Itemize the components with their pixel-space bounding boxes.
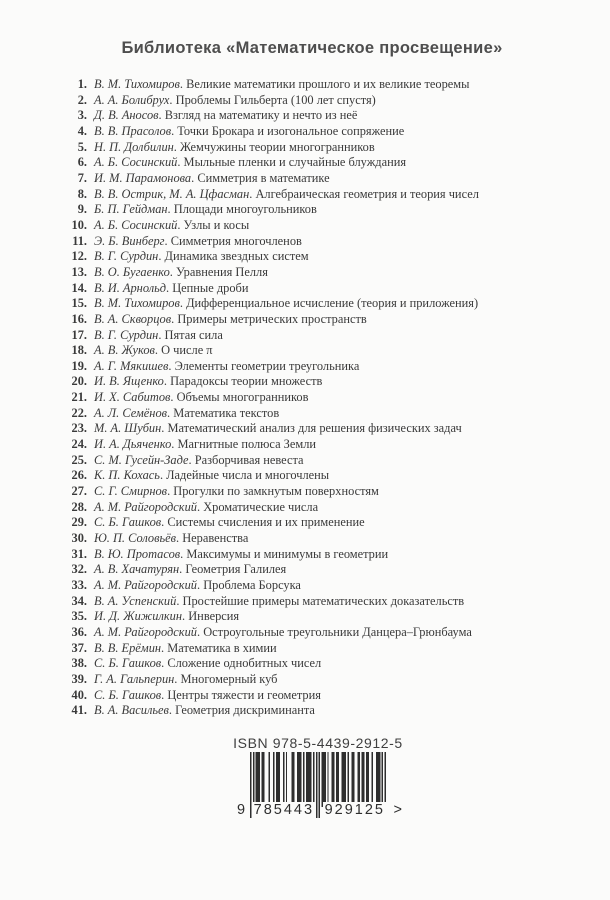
book-number: 15. bbox=[71, 296, 87, 311]
barcode-quiet-zone-indicator: > bbox=[393, 801, 402, 818]
book-number: 34. bbox=[71, 593, 87, 608]
book-author: И. Х. Сабитов bbox=[94, 390, 171, 405]
book-title: Площади многоугольников bbox=[173, 202, 317, 217]
separator: . bbox=[164, 233, 171, 248]
book-number: 13. bbox=[71, 264, 87, 279]
list-item bbox=[57, 641, 610, 657]
book-title: Жемчужины теории многогранников bbox=[180, 139, 375, 154]
book-number: 10. bbox=[71, 217, 87, 232]
separator: . bbox=[176, 531, 183, 546]
barcode-digits-left: 785443 bbox=[253, 801, 315, 818]
list-item bbox=[57, 124, 610, 140]
separator: . bbox=[158, 249, 165, 264]
book-number: 32. bbox=[71, 562, 87, 577]
book-author: А. В. Жуков bbox=[94, 343, 155, 358]
book-title: Великие математики прошлого и их великие теоремы bbox=[186, 77, 470, 91]
book-title: Сложение однобитных чисел bbox=[167, 656, 322, 671]
book-number: 37. bbox=[71, 640, 87, 655]
book-title: Максимумы и минимумы в геометрии bbox=[186, 546, 389, 561]
book-title: Цепные дроби bbox=[172, 280, 249, 295]
book-title: Инверсия bbox=[188, 609, 240, 624]
separator: . bbox=[161, 515, 168, 530]
separator: . bbox=[196, 499, 204, 514]
book-author: И. А. Дьяченко bbox=[94, 437, 172, 452]
book-title: Центры тяжести и геометрия bbox=[167, 687, 321, 702]
book-number: 19. bbox=[71, 358, 87, 373]
book-author: Д. В. Аносов bbox=[94, 108, 159, 123]
list-item bbox=[57, 312, 610, 328]
list-item bbox=[57, 531, 610, 547]
book-number: 20. bbox=[71, 374, 87, 389]
book-number: 9. bbox=[77, 202, 87, 217]
separator: . bbox=[171, 123, 178, 138]
list-item bbox=[57, 234, 610, 250]
separator: . bbox=[161, 640, 168, 655]
book-author: И. Д. Жижилкин bbox=[94, 609, 183, 624]
list-item bbox=[57, 328, 610, 344]
book-author: В. М. Тихомиров bbox=[94, 296, 180, 311]
list-item bbox=[57, 609, 610, 625]
book-title: Динамика звездных систем bbox=[164, 249, 309, 264]
list-item bbox=[57, 155, 610, 171]
separator: . bbox=[249, 186, 256, 201]
book-number: 35. bbox=[71, 609, 87, 624]
series-title: Библиотека «Математическое просвещение» bbox=[121, 39, 503, 57]
book-number: 31. bbox=[71, 546, 87, 561]
separator: . bbox=[161, 421, 168, 436]
separator: . bbox=[179, 562, 186, 577]
book-title: Хроматические числа bbox=[203, 499, 319, 514]
separator: . bbox=[167, 405, 174, 420]
list-item bbox=[57, 187, 610, 203]
separator: . bbox=[182, 609, 189, 624]
book-number: 22. bbox=[71, 405, 87, 420]
book-title: Взгляд на математику и нечто из неё bbox=[164, 108, 358, 123]
book-number: 41. bbox=[71, 703, 87, 718]
separator: . bbox=[179, 296, 187, 311]
book-number: 5. bbox=[77, 139, 87, 154]
list-item bbox=[57, 562, 610, 578]
list-item bbox=[57, 547, 610, 563]
book-number: 39. bbox=[71, 671, 87, 686]
separator: . bbox=[171, 437, 178, 452]
separator: . bbox=[159, 468, 167, 483]
list-item bbox=[57, 218, 610, 234]
barcode-digit-system: 9 bbox=[237, 801, 246, 818]
separator: . bbox=[173, 139, 180, 154]
separator: . bbox=[161, 656, 168, 671]
book-title: Неравенства bbox=[182, 531, 249, 546]
separator: . bbox=[161, 687, 168, 702]
list-item bbox=[57, 656, 610, 672]
book-author: В. Ю. Протасов bbox=[94, 546, 181, 561]
list-item bbox=[57, 77, 610, 93]
book-title: Точки Брокара и изогональное сопряжение bbox=[177, 123, 405, 138]
book-title: Прогулки по замкнутым поверхностям bbox=[173, 484, 379, 499]
book-author: Б. П. Гейдман bbox=[94, 202, 168, 217]
book-number: 36. bbox=[71, 624, 87, 639]
separator: . bbox=[169, 264, 176, 279]
book-title: Ладейные числа и многочлены bbox=[166, 468, 330, 483]
list-item bbox=[57, 374, 610, 390]
book-title: Математический анализ для решения физических задач bbox=[167, 421, 462, 436]
list-item bbox=[57, 140, 610, 156]
list-item bbox=[57, 296, 610, 312]
book-author: А. М. Райгородский bbox=[94, 578, 197, 592]
book-author: В. Г. Сурдин bbox=[94, 249, 159, 264]
book-author: В. А. Скворцов bbox=[94, 311, 172, 326]
book-author: А. Б. Сосинский bbox=[94, 217, 178, 232]
book-title: Магнитные полюса Земли bbox=[177, 437, 317, 452]
book-author: Ю. П. Соловьёв bbox=[94, 531, 177, 546]
list-item bbox=[57, 108, 610, 124]
book-number: 2. bbox=[77, 92, 87, 107]
separator: . bbox=[196, 578, 204, 592]
list-item bbox=[57, 672, 610, 688]
list-item bbox=[57, 249, 610, 265]
list-item bbox=[57, 281, 610, 297]
book-number: 40. bbox=[71, 687, 87, 702]
list-item bbox=[57, 578, 610, 594]
book-author: Э. Б. Винберг bbox=[94, 233, 165, 248]
book-author: В. Г. Сурдин bbox=[94, 327, 159, 342]
book-title: Элементы геометрии треугольника bbox=[174, 358, 360, 373]
separator: . bbox=[176, 593, 183, 608]
book-number: 33. bbox=[71, 578, 87, 592]
book-number: 3. bbox=[77, 108, 87, 123]
book-author: И. М. Парамонова bbox=[94, 170, 192, 185]
separator: . bbox=[154, 343, 162, 358]
book-title: Остроугольные треугольники Данцера–Грюнбаума bbox=[203, 624, 472, 639]
separator: . bbox=[188, 452, 195, 467]
book-number: 29. bbox=[71, 515, 87, 530]
separator: . bbox=[166, 280, 173, 295]
book-number: 27. bbox=[71, 484, 87, 499]
separator: . bbox=[179, 77, 187, 91]
separator: . bbox=[196, 624, 204, 639]
separator: . bbox=[169, 92, 176, 107]
list-item bbox=[57, 515, 610, 531]
separator: . bbox=[158, 108, 165, 123]
book-author: В. В. Ерёмин bbox=[94, 640, 162, 655]
isbn-block bbox=[14, 735, 610, 826]
book-author: А. Б. Сосинский bbox=[94, 155, 178, 170]
separator: . bbox=[191, 170, 198, 185]
list-item bbox=[57, 359, 610, 375]
book-number: 11. bbox=[72, 233, 87, 248]
list-item bbox=[57, 265, 610, 281]
book-author: А. Г. Мякишев bbox=[94, 358, 169, 373]
book-title: Проблемы Гильберта (100 лет спустя) bbox=[175, 92, 376, 107]
book-list bbox=[57, 77, 610, 719]
book-author: Г. А. Гальперин bbox=[94, 671, 175, 686]
book-number: 17. bbox=[71, 327, 87, 342]
book-number: 25. bbox=[71, 452, 87, 467]
separator: . bbox=[177, 217, 184, 232]
book-number: 18. bbox=[71, 343, 87, 358]
list-item bbox=[57, 421, 610, 437]
separator: . bbox=[171, 311, 178, 326]
book-author: В. А. Васильев bbox=[94, 703, 169, 718]
list-item bbox=[57, 484, 610, 500]
book-author: С. Г. Смирнов bbox=[94, 484, 168, 499]
list-item bbox=[57, 688, 610, 704]
book-author: Н. П. Долбилин bbox=[94, 139, 174, 154]
book-title: Простейшие примеры математических доказательств bbox=[182, 593, 465, 608]
book-title: Узлы и косы bbox=[183, 217, 250, 232]
book-title: Математика текстов bbox=[173, 405, 280, 420]
book-author: К. П. Кохась bbox=[94, 468, 160, 483]
barcode-digits bbox=[237, 802, 402, 819]
book-number: 38. bbox=[71, 656, 87, 671]
book-author: С. М. Гусейн-Заде bbox=[94, 452, 189, 467]
book-title: Объемы многогранников bbox=[176, 390, 309, 405]
book-title: Парадоксы теории множеств bbox=[170, 374, 323, 389]
list-item bbox=[57, 93, 610, 109]
book-number: 26. bbox=[71, 468, 87, 483]
book-number: 7. bbox=[77, 170, 87, 185]
book-number: 28. bbox=[71, 499, 87, 514]
book-author: А. В. Хачатурян bbox=[94, 562, 180, 577]
book-number: 16. bbox=[71, 311, 87, 326]
book-author: В. О. Бугаенко bbox=[94, 264, 170, 279]
book-author: А. М. Райгородский bbox=[94, 499, 197, 514]
separator: . bbox=[180, 546, 187, 561]
list-item bbox=[57, 594, 610, 610]
book-number: 8. bbox=[77, 186, 87, 201]
list-item bbox=[57, 390, 610, 406]
list-item bbox=[57, 406, 610, 422]
separator: . bbox=[168, 703, 176, 718]
book-author: В. И. Арнольд bbox=[94, 280, 167, 295]
book-title: О числе π bbox=[161, 343, 213, 358]
book-author: В. В. Острик, М. А. Цфасман bbox=[94, 186, 250, 201]
separator: . bbox=[163, 374, 171, 389]
list-item bbox=[57, 202, 610, 218]
book-author: С. Б. Гашков bbox=[94, 687, 162, 702]
book-title: Системы счисления и их применение bbox=[167, 515, 365, 530]
list-item bbox=[57, 453, 610, 469]
book-number: 14. bbox=[71, 280, 87, 295]
book-number: 24. bbox=[71, 437, 87, 452]
book-author: А. Л. Семёнов bbox=[94, 405, 168, 420]
ean13-barcode bbox=[237, 752, 402, 826]
book-title: Разборчивая невеста bbox=[194, 452, 304, 467]
book-author: С. Б. Гашков bbox=[94, 515, 162, 530]
book-title: Симметрия в математике bbox=[197, 170, 330, 185]
book-number: 1. bbox=[77, 77, 87, 91]
list-item bbox=[57, 171, 610, 187]
barcode-digits-right: 929125 bbox=[324, 801, 385, 818]
book-author: М. А. Шубин bbox=[94, 421, 162, 436]
book-title: Уравнения Пелля bbox=[175, 264, 268, 279]
book-number: 4. bbox=[77, 123, 87, 138]
separator: . bbox=[167, 202, 174, 217]
book-author: В. В. Прасолов bbox=[94, 123, 172, 138]
book-title: Проблема Борсука bbox=[203, 578, 301, 592]
separator: . bbox=[170, 390, 177, 405]
separator: . bbox=[158, 327, 165, 342]
book-number: 23. bbox=[71, 421, 87, 436]
book-author: А. М. Райгородский bbox=[94, 624, 197, 639]
book-title: Мыльные пленки и случайные блуждания bbox=[183, 155, 407, 170]
book-title: Алгебраическая геометрия и теория чисел bbox=[255, 186, 479, 201]
book-number: 30. bbox=[71, 531, 87, 546]
book-title: Геометрия дискриминанта bbox=[175, 703, 315, 718]
separator: . bbox=[174, 671, 181, 686]
book-title: Дифференциальное исчисление (теория и приложения) bbox=[186, 296, 479, 311]
list-item bbox=[57, 625, 610, 641]
isbn-label: ISBN 978-5-4439-2912-5 bbox=[233, 734, 403, 751]
book-title: Примеры метрических пространств bbox=[177, 311, 367, 326]
list-item bbox=[57, 468, 610, 484]
book-title: Симметрия многочленов bbox=[170, 233, 302, 248]
book-number: 12. bbox=[71, 249, 87, 264]
book-title: Многомерный куб bbox=[180, 671, 278, 686]
book-author: В. А. Успенский bbox=[94, 593, 177, 608]
book-author: В. М. Тихомиров bbox=[94, 77, 180, 91]
list-item bbox=[57, 703, 610, 719]
list-item bbox=[57, 343, 610, 359]
book-number: 21. bbox=[71, 390, 87, 405]
book-title: Математика в химии bbox=[167, 640, 277, 655]
book-number: 6. bbox=[77, 155, 87, 170]
book-author: И. В. Ященко bbox=[94, 374, 164, 389]
book-title: Геометрия Галилея bbox=[185, 562, 287, 577]
book-title: Пятая сила bbox=[164, 327, 223, 342]
separator: . bbox=[167, 484, 174, 499]
book-author: А. А. Болибрух bbox=[94, 92, 170, 107]
separator: . bbox=[177, 155, 184, 170]
book-author: С. Б. Гашков bbox=[94, 656, 162, 671]
list-item bbox=[57, 500, 610, 516]
separator: . bbox=[168, 358, 175, 373]
list-item bbox=[57, 437, 610, 453]
